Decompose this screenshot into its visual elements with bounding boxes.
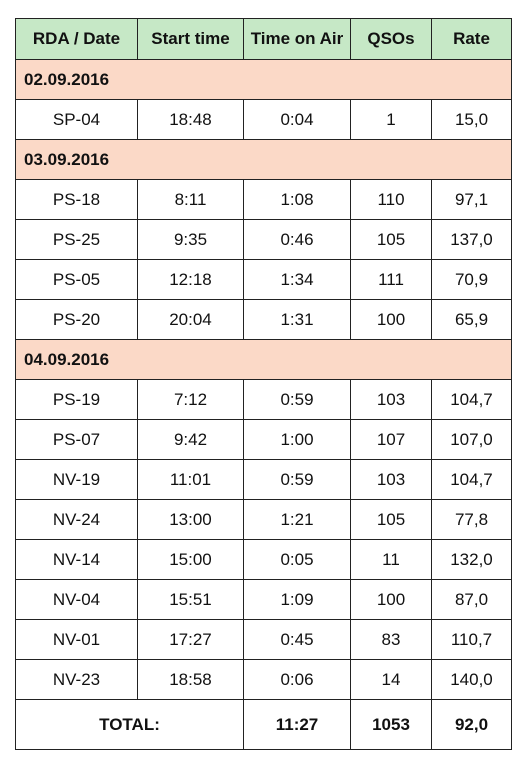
cell-qsos: 105 [351, 220, 432, 260]
cell-qsos: 103 [351, 460, 432, 500]
cell-rate: 110,7 [432, 620, 512, 660]
cell-rda: NV-01 [16, 620, 138, 660]
table-row [16, 460, 512, 500]
cell-time-on-air: 1:00 [244, 420, 351, 460]
cell-time-on-air: 0:06 [244, 660, 351, 700]
date-group-row [16, 340, 512, 380]
cell-start-time: 15:00 [138, 540, 244, 580]
cell-rda: NV-04 [16, 580, 138, 620]
cell-qsos: 14 [351, 660, 432, 700]
table-row [16, 380, 512, 420]
total-label: TOTAL: [16, 700, 244, 750]
cell-rda: PS-07 [16, 420, 138, 460]
cell-start-time: 17:27 [138, 620, 244, 660]
cell-start-time: 15:51 [138, 580, 244, 620]
header-qsos: QSOs [351, 19, 432, 60]
cell-rate: 104,7 [432, 380, 512, 420]
table-row [16, 220, 512, 260]
table-row [16, 540, 512, 580]
table-row [16, 100, 512, 140]
date-label: 02.09.2016 [16, 60, 512, 100]
cell-rda: SP-04 [16, 100, 138, 140]
table-row [16, 420, 512, 460]
cell-start-time: 9:42 [138, 420, 244, 460]
cell-qsos: 111 [351, 260, 432, 300]
table-row [16, 300, 512, 340]
cell-rda: NV-14 [16, 540, 138, 580]
cell-time-on-air: 1:21 [244, 500, 351, 540]
cell-rate: 107,0 [432, 420, 512, 460]
cell-qsos: 103 [351, 380, 432, 420]
cell-qsos: 110 [351, 180, 432, 220]
header-row [16, 19, 512, 60]
cell-rda: PS-25 [16, 220, 138, 260]
cell-rda: NV-19 [16, 460, 138, 500]
cell-rate: 137,0 [432, 220, 512, 260]
cell-time-on-air: 0:59 [244, 380, 351, 420]
header-rda-date: RDA / Date [16, 19, 138, 60]
cell-start-time: 8:11 [138, 180, 244, 220]
cell-rate: 77,8 [432, 500, 512, 540]
total-qsos: 1053 [351, 700, 432, 750]
cell-start-time: 9:35 [138, 220, 244, 260]
cell-qsos: 1 [351, 100, 432, 140]
cell-rate: 65,9 [432, 300, 512, 340]
cell-rda: PS-19 [16, 380, 138, 420]
cell-qsos: 100 [351, 580, 432, 620]
cell-start-time: 18:58 [138, 660, 244, 700]
activity-table [15, 18, 512, 750]
header-time-on-air: Time on Air [244, 19, 351, 60]
table-row [16, 180, 512, 220]
cell-time-on-air: 0:05 [244, 540, 351, 580]
cell-time-on-air: 1:08 [244, 180, 351, 220]
header-rate: Rate [432, 19, 512, 60]
cell-rda: NV-23 [16, 660, 138, 700]
table-row [16, 500, 512, 540]
cell-rate: 140,0 [432, 660, 512, 700]
total-rate: 92,0 [432, 700, 512, 750]
table-row [16, 580, 512, 620]
cell-start-time: 18:48 [138, 100, 244, 140]
cell-rate: 97,1 [432, 180, 512, 220]
cell-time-on-air: 0:46 [244, 220, 351, 260]
cell-time-on-air: 1:31 [244, 300, 351, 340]
cell-time-on-air: 0:59 [244, 460, 351, 500]
total-time-on-air: 11:27 [244, 700, 351, 750]
cell-time-on-air: 0:45 [244, 620, 351, 660]
cell-time-on-air: 1:09 [244, 580, 351, 620]
date-group-row [16, 60, 512, 100]
cell-rate: 15,0 [432, 100, 512, 140]
date-label: 03.09.2016 [16, 140, 512, 180]
table-row [16, 660, 512, 700]
table-row [16, 260, 512, 300]
cell-rate: 104,7 [432, 460, 512, 500]
table-body [16, 60, 512, 700]
cell-time-on-air: 1:34 [244, 260, 351, 300]
table-row [16, 620, 512, 660]
header-start-time: Start time [138, 19, 244, 60]
cell-start-time: 7:12 [138, 380, 244, 420]
cell-rate: 70,9 [432, 260, 512, 300]
cell-qsos: 105 [351, 500, 432, 540]
cell-qsos: 83 [351, 620, 432, 660]
date-label: 04.09.2016 [16, 340, 512, 380]
cell-rate: 132,0 [432, 540, 512, 580]
cell-rda: PS-20 [16, 300, 138, 340]
cell-rate: 87,0 [432, 580, 512, 620]
cell-qsos: 107 [351, 420, 432, 460]
total-row [16, 700, 512, 750]
cell-start-time: 20:04 [138, 300, 244, 340]
cell-rda: PS-05 [16, 260, 138, 300]
cell-start-time: 13:00 [138, 500, 244, 540]
cell-time-on-air: 0:04 [244, 100, 351, 140]
date-group-row [16, 140, 512, 180]
cell-qsos: 11 [351, 540, 432, 580]
cell-start-time: 12:18 [138, 260, 244, 300]
cell-rda: PS-18 [16, 180, 138, 220]
cell-start-time: 11:01 [138, 460, 244, 500]
cell-rda: NV-24 [16, 500, 138, 540]
cell-qsos: 100 [351, 300, 432, 340]
